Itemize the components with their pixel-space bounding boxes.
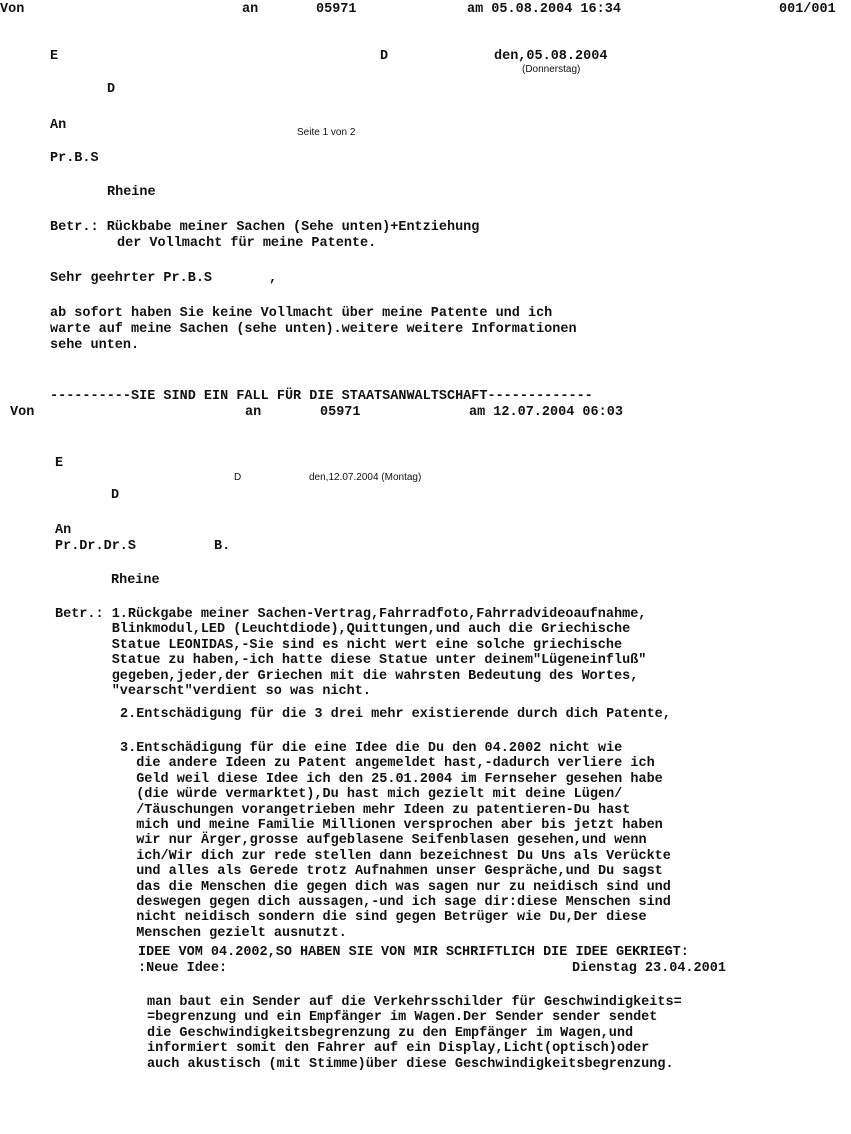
subject-line-2: der Vollmacht für meine Patente. [117, 236, 377, 251]
letter-date: den,05.08.2004 [494, 49, 608, 64]
fax-from-label: Von [10, 405, 35, 420]
recipient-name: Pr.B.S [50, 151, 99, 166]
subject-point-3: 3.Entschädigung für die eine Idee die Du den 04.2002 nicht wie die andere Ideen zu Patent angemeldet hast,-dadurch verliere ich Geld weil diese Idee ich den 25.01.2004 im Fernseher gesehen habe (die würde vermarktet),Du hast mich gezielt mit deine Lügen/ /Täuschungen vorangetrieben mehr Ideen zu patentieren-Du hast mich und meine Familie Millionen versprochen aber bis jetzt haben wir nur Ärger,grosse aufgeblasene Seifenblasen gesehen,und wenn ich/Wir dich zur rede stellen dann bezeichnest Du Uns als Verückte und alles als Gerede trotz Aufnahmen unser Gespräche,und Du sagst das die Menschen die gegen dich was sagen nur zu neidisch sind und deswegen gegen dich aussagen,-und ich sage dir:diese Menschen sind nicht neidisch sondern die sind gegen Betrüger wie Du,Der diese Menschen gezielt ausnutzt. [120, 741, 671, 941]
to-label: An [55, 523, 72, 538]
recipient-name: Pr.Dr.Dr.S [55, 539, 137, 554]
subject-point-1: Betr.: 1.Rückgabe meiner Sachen-Vertrag,Fahrradfoto,Fahrradvideoaufnahme, Blinkmodul,LED (Leuchtdiode),Quittungen,und auch die Griechische Statue LEONIDAS,-Sie sind es nicht wert eine solche griechische Statue zu haben,-ich hatte diese Statue unter deinem"Lügeneinfluß" gegeben,jeder,der Griechen mit die wahrsten Bedeutung des Wortes, "vearscht"verdient so was nicht. [55, 607, 647, 700]
idea-date: Dienstag 23.04.2001 [572, 961, 726, 976]
fax-from-label: Von [0, 2, 25, 17]
subject-line-1: Betr.: Rückbabe meiner Sachen (Sehe unten)+Entziehung [50, 220, 480, 235]
fax-number: 05971 [320, 405, 361, 420]
to-label: An [50, 118, 67, 133]
recipient-suffix: B. [214, 539, 231, 554]
fax-to-label: an [245, 405, 262, 420]
salutation: Sehr geehrter Pr.B.S [50, 271, 213, 286]
separator-line: ----------SIE SIND EIN FALL FÜR DIE STAATSANWALTSCHAFT------------- [50, 389, 593, 404]
fax-to-label: an [242, 2, 259, 17]
city-initial: D [234, 472, 242, 483]
idea-label: :Neue Idee: [138, 961, 228, 976]
page-note: Seite 1 von 2 [297, 127, 356, 138]
body-line-3: sehe unten. [50, 338, 140, 353]
letter-weekday: (Donnerstag) [522, 64, 581, 75]
fax-number: 05971 [316, 2, 357, 17]
idea-text: man baut ein Sender auf die Verkehrsschilder für Geschwindigkeits= =begrenzung und ein Empfänger im Wagen.Der Sender sender sendet die Geschwindigkeitsbegrenzung zu den Empfänger im Wagen,und informiert somit den Fahrer auf ein Display,Licht(optisch)oder auch akustisch (mit Stimme)über diese Geschwindigkeitsbegrenzung. [147, 995, 682, 1072]
recipient-city: Rheine [111, 573, 160, 588]
city-initial: D [380, 49, 389, 64]
sender-line-2: D [107, 82, 116, 97]
sender-line-2: D [111, 488, 120, 503]
subject-point-2: 2.Entschädigung für die 3 drei mehr existierende durch dich Patente, [120, 707, 671, 722]
fax-page-count: 001/001 [779, 2, 836, 17]
fax-datetime: am 12.07.2004 06:03 [469, 405, 623, 420]
letter-date: den,12.07.2004 (Montag) [309, 472, 422, 483]
salutation-comma: , [269, 271, 278, 286]
body-line-2: warte auf meine Sachen (sehe unten).weitere weitere Informationen [50, 322, 577, 337]
sender-initial: E [55, 456, 64, 471]
body-line-1: ab sofort haben Sie keine Vollmacht über meine Patente und ich [50, 306, 553, 321]
sender-initial: E [50, 49, 59, 64]
fax-datetime: am 05.08.2004 16:34 [467, 2, 621, 17]
recipient-city: Rheine [107, 185, 156, 200]
idea-heading: IDEE VOM 04.2002,SO HABEN SIE VON MIR SCHRIFTLICH DIE IDEE GEKRIEGT: [138, 945, 689, 960]
